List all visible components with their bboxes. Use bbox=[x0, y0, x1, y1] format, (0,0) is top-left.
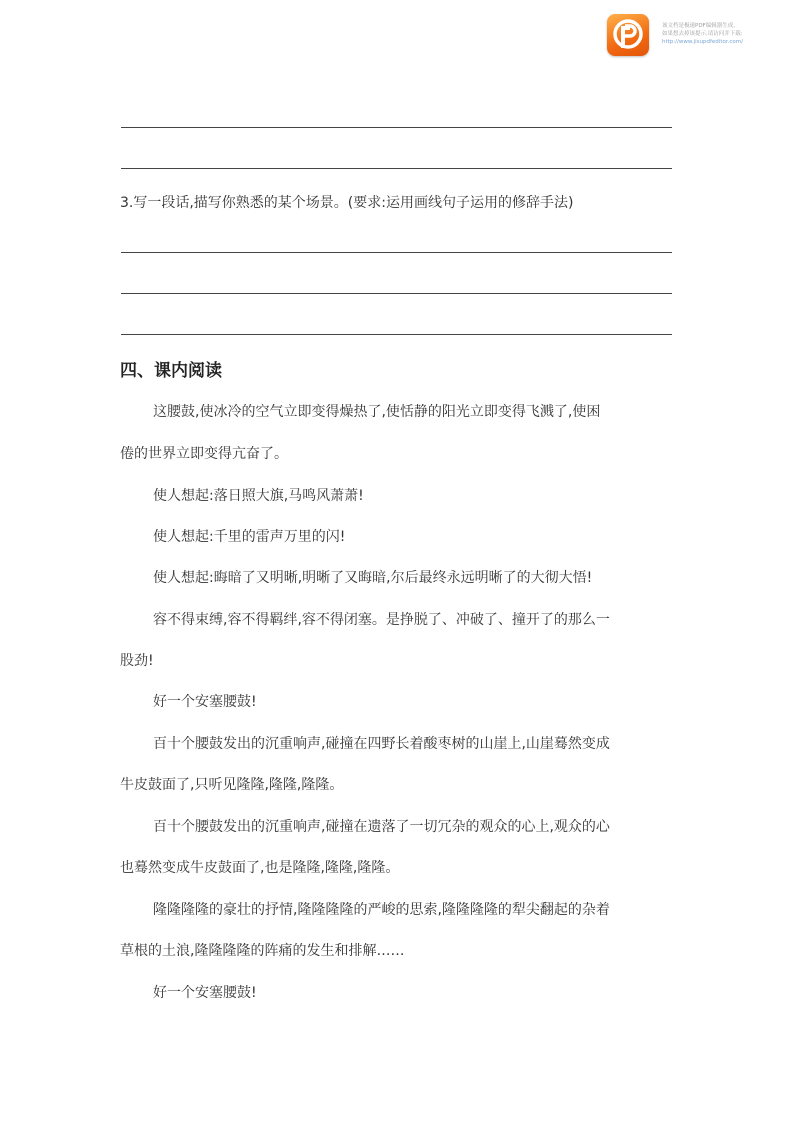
paragraph-line: 好一个安塞腰鼓! bbox=[153, 985, 257, 1001]
answer-line bbox=[121, 252, 672, 253]
paragraph-line: 牛皮鼓面了,只听见隆隆,隆隆,隆隆。 bbox=[120, 777, 344, 793]
answer-line bbox=[121, 293, 672, 294]
paragraph-line: 股劲! bbox=[120, 653, 154, 669]
paragraph-line: 百十个腰鼓发出的沉重响声,碰撞在遗落了一切冗杂的观众的心上,观众的心 bbox=[153, 819, 610, 835]
watermark-link[interactable]: http://www.jisupdfeditor.com/ bbox=[662, 39, 743, 45]
question-3-prompt: 3.写一段话,描写你熟悉的某个场景。(要求:运用画线句子运用的修辞手法) bbox=[120, 195, 574, 211]
answer-line bbox=[121, 127, 672, 128]
paragraph-line: 这腰鼓,使冰冷的空气立即变得燥热了,使恬静的阳光立即变得飞溅了,使困 bbox=[153, 404, 601, 420]
paragraph-line: 使人想起:晦暗了又明晰,明晰了又晦暗,尔后最终永远明晰了的大彻大悟! bbox=[153, 570, 593, 586]
paragraph-line: 容不得束缚,容不得羁绊,容不得闭塞。是挣脱了、冲破了、撞开了的那么一 bbox=[153, 612, 610, 628]
p-letter-icon bbox=[607, 14, 649, 56]
paragraph-line: 使人想起:千里的雷声万里的闪! bbox=[153, 529, 346, 545]
paragraph-line: 百十个腰鼓发出的沉重响声,碰撞在四野长着酸枣树的山崖上,山崖蓦然变成 bbox=[153, 736, 610, 752]
watermark-notice bbox=[662, 22, 792, 46]
paragraph-line: 草根的土浪,隆隆隆隆的阵痛的发生和排解…… bbox=[120, 943, 405, 959]
paragraph-line: 隆隆隆隆的豪壮的抒情,隆隆隆隆的严峻的思索,隆隆隆隆的犁尖翻起的杂着 bbox=[153, 902, 610, 918]
answer-line bbox=[121, 334, 672, 335]
watermark-line-1: 该文档是极速PDF编辑器生成, bbox=[662, 23, 735, 29]
watermark-line-2: 如果想去掉该提示,请访问并下载: bbox=[662, 31, 743, 37]
paragraph-line: 好一个安塞腰鼓! bbox=[153, 694, 257, 710]
pdf-editor-logo-icon bbox=[607, 14, 649, 56]
paragraph-line: 使人想起:落日照大旗,马鸣风萧萧! bbox=[153, 488, 364, 504]
section-heading: 四、课内阅读 bbox=[120, 361, 222, 381]
paragraph-line: 也蓦然变成牛皮鼓面了,也是隆隆,隆隆,隆隆。 bbox=[120, 860, 400, 876]
paragraph-line: 倦的世界立即变得亢奋了。 bbox=[120, 446, 288, 462]
answer-line bbox=[121, 168, 672, 169]
